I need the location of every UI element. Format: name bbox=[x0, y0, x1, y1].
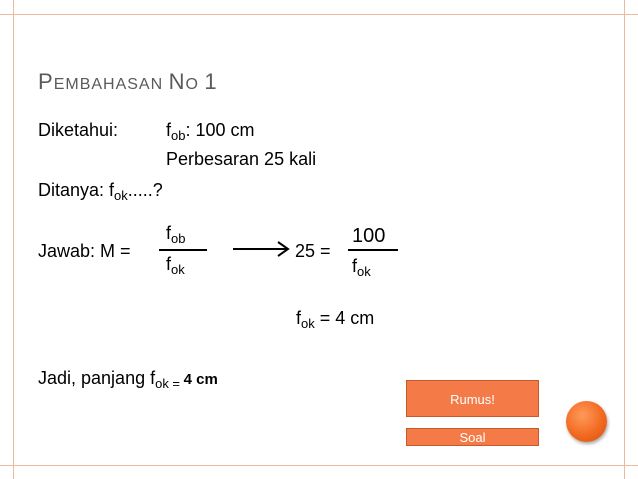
frame-line-right bbox=[624, 0, 625, 479]
conclusion-text: Jadi, panjang $f_{ok =}$ 4 cm bbox=[38, 368, 218, 391]
numerator-value: 100 bbox=[352, 225, 386, 247]
known-magnification: Perbesaran 25 kali bbox=[166, 149, 317, 169]
fraction-denominator: $f_{ok}$ bbox=[166, 254, 185, 277]
frame-line-top bbox=[0, 14, 638, 15]
rumus-button[interactable]: Rumus! bbox=[406, 380, 539, 417]
orange-circle-decoration bbox=[566, 401, 607, 442]
asked-text: Ditanya: $f_{ok}$.....? bbox=[38, 180, 163, 203]
slide-title: PEMBAHASAN NO 1 bbox=[38, 69, 218, 94]
known-label: Diketahui: bbox=[38, 120, 119, 140]
frame-line-left bbox=[13, 0, 14, 479]
fraction-line-2 bbox=[348, 249, 398, 251]
frame-line-bottom bbox=[0, 465, 638, 466]
soal-button[interactable]: Soal bbox=[406, 428, 539, 446]
known-focal-objective: $f_{ob}$: 100 cm bbox=[166, 120, 255, 143]
fraction-denominator-2: $f_{ok}$ bbox=[352, 256, 371, 279]
equation-left: 25 = bbox=[295, 241, 331, 261]
fraction-line bbox=[159, 249, 207, 251]
answer-label: Jawab: M = bbox=[38, 241, 131, 261]
right-arrow-icon bbox=[232, 240, 292, 258]
result-equation: $f_{ok} = 4$ cm bbox=[296, 308, 375, 331]
fraction-numerator: $f_{ob}$ bbox=[166, 223, 186, 246]
